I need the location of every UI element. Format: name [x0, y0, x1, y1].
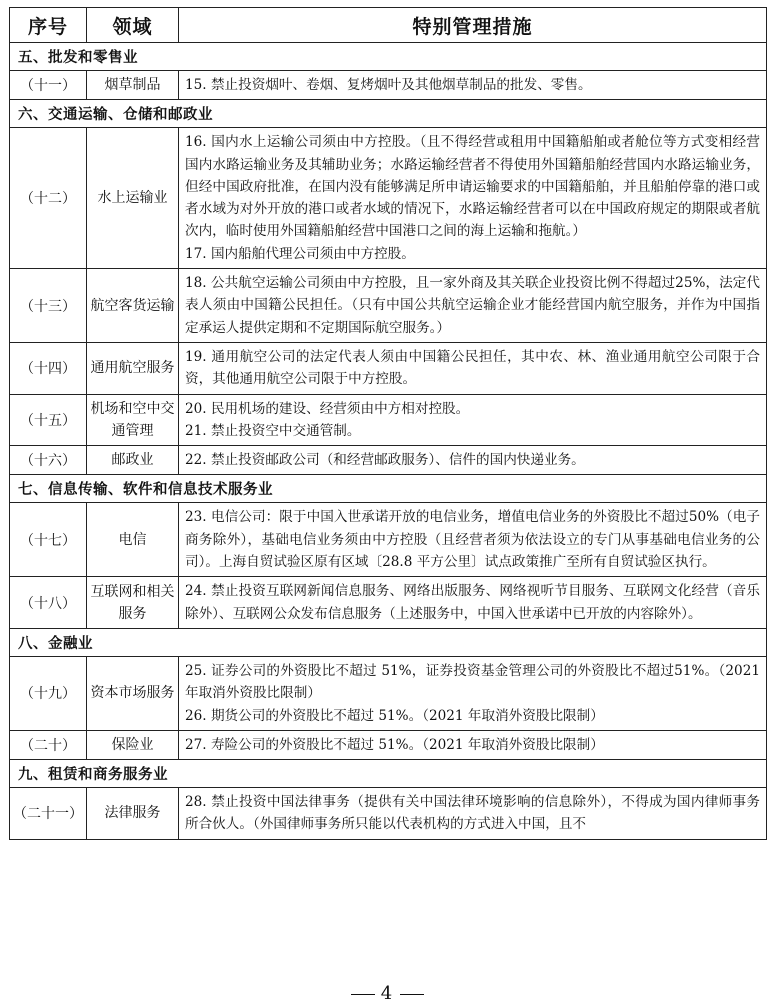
measure-item [185, 449, 760, 471]
section-heading: 五、批发和零售业 [10, 43, 767, 71]
measures-cell [179, 394, 767, 446]
section-heading: 七、信息传输、软件和信息技术服务业 [10, 475, 767, 503]
section-heading: 六、交通运输、仓储和邮政业 [10, 100, 767, 128]
measure-item [185, 791, 760, 836]
serial-number-cell: （十四） [10, 342, 87, 394]
table-row [10, 342, 767, 394]
measures-cell [179, 788, 767, 840]
measure-item [185, 398, 760, 420]
measure-text: 27. 寿险公司的外资股比不超过 51%。（2021 年取消外资股比限制） [185, 736, 604, 753]
domain-cell: 烟草制品 [87, 71, 179, 100]
footer-dash-right [400, 994, 424, 995]
serial-number-cell: （二十一） [10, 788, 87, 840]
section-row [10, 628, 767, 656]
serial-number-cell: （十一） [10, 71, 87, 100]
measure-text: 18. 公共航空运输公司须由中方控股，且一家外商及其关联企业投资比例不得超过25%，法定代表人须由中国籍公民担任。 [185, 275, 760, 314]
measure-item [185, 705, 760, 727]
measure-note: （外国律师事务所只能以代表机构的方式进入中国，且不 [252, 816, 587, 833]
domain-cell: 保险业 [87, 730, 179, 759]
page-number: 4 [380, 983, 395, 1004]
measure-text: 24. 禁止投资互联网新闻信息服务、网络出版服务、网络视听节目服务、互联网文化经营（音乐除外）、互联网公众发布信息服务（上述服务中，中国入世承诺中已开放的内容除外）。 [185, 583, 760, 622]
domain-cell: 机场和空中交通管理 [87, 394, 179, 446]
table-row [10, 577, 767, 629]
measures-cell [179, 577, 767, 629]
table-row [10, 269, 767, 343]
domain-cell: 互联网和相关服务 [87, 577, 179, 629]
page-footer [0, 983, 775, 1004]
domain-cell: 电信 [87, 503, 179, 577]
section-row [10, 475, 767, 503]
domain-cell: 水上运输业 [87, 128, 179, 269]
measures-cell [179, 342, 767, 394]
table-row [10, 503, 767, 577]
measure-text: 19. 通用航空公司的法定代表人须由中国籍公民担任，其中农、林、渔业通用航空公司限于合资，其他通用航空公司限于中方控股。 [185, 348, 760, 388]
measure-item [185, 660, 760, 705]
section-heading: 八、金融业 [10, 628, 767, 656]
table-row [10, 128, 767, 269]
measures-cell [179, 71, 767, 100]
measure-item [185, 506, 760, 573]
measures-cell [179, 128, 767, 269]
measure-item [185, 734, 760, 756]
domain-cell: 法律服务 [87, 788, 179, 840]
measure-text: 26. 期货公司的外资股比不超过 51%。（2021 年取消外资股比限制） [185, 707, 604, 724]
serial-number-cell: （十三） [10, 269, 87, 343]
section-heading: 九、租赁和商务服务业 [10, 760, 767, 788]
measure-text: 28. 禁止投资中国法律事务（提供有关中国法律环境影响的信息除外），不得成为国内律师事务所合伙人。 [185, 794, 760, 833]
measures-cell [179, 730, 767, 759]
measures-cell [179, 503, 767, 577]
table-row [10, 71, 767, 100]
measures-cell [179, 269, 767, 343]
measure-item [185, 420, 760, 442]
table-header-row [10, 8, 767, 43]
section-row [10, 760, 767, 788]
serial-number-cell: （十五） [10, 394, 87, 446]
serial-number-cell: （十九） [10, 656, 87, 730]
measure-text: 23. 电信公司：限于中国入世承诺开放的电信业务，增值电信业务的外资股比不超过50%（电子商务除外），基础电信业务须由中方控股（且经营者须为依法设立的专门从事基础电信业务的公司）。上海自贸试验区原有区域〔28.8 平方公里〕试点政策推广至所有自贸试验区执行。 [185, 509, 760, 571]
header-domain: 领域 [87, 8, 179, 43]
table-row [10, 446, 767, 475]
measure-item [185, 243, 760, 265]
footer-dash-left [351, 994, 375, 995]
document-page [9, 7, 766, 840]
serial-number-cell: （十二） [10, 128, 87, 269]
measure-text: 16. 国内水上运输公司须由中方控股。 [185, 134, 420, 151]
table-row [10, 656, 767, 730]
measure-item [185, 74, 760, 96]
measure-item [185, 131, 760, 242]
measures-cell [179, 446, 767, 475]
measure-item [185, 580, 760, 625]
table-row [10, 394, 767, 446]
measure-text: 21. 禁止投资空中交通管制。 [185, 422, 361, 439]
section-row [10, 100, 767, 128]
measures-table [9, 7, 767, 840]
measure-text: 20. 民用机场的建设、经营须由中方相对控股。 [185, 400, 470, 417]
measures-cell [179, 656, 767, 730]
measure-text: 15. 禁止投资烟叶、卷烟、复烤烟叶及其他烟草制品的批发、零售。 [185, 77, 592, 93]
domain-cell: 资本市场服务 [87, 656, 179, 730]
measure-text: 17. 国内船舶代理公司须由中方控股。 [185, 245, 415, 262]
table-body [10, 43, 767, 840]
serial-number-cell: （十八） [10, 577, 87, 629]
header-special-measures: 特别管理措施 [179, 8, 767, 43]
serial-number-cell: （二十） [10, 730, 87, 759]
domain-cell: 通用航空服务 [87, 342, 179, 394]
measure-note: （且不得经营或租用中国籍船舶或者舱位等方式变相经营国内水路运输业务及其辅助业务；水路运输经营者不得使用外国籍船舶经营国内水路运输业务，但经中国政府批准，在国内没有能够满足所申请运输要求的中国籍船舶，并且船舶停靠的港口或者水域为对外开放的港口或者水域的情况下，水路运输经营者可以在中国政府规定的期限或者航次内，临时使用外国籍船舶经营中国港口之间的海上运输和拖航。） [185, 134, 760, 240]
measure-text: 25. 证券公司的外资股比不超过 51%，证券投资基金管理公司的外资股比不超过51%。（2021 年取消外资股比限制） [185, 662, 760, 702]
header-serial-number: 序号 [10, 8, 87, 43]
serial-number-cell: （十六） [10, 446, 87, 475]
measure-text: 22. 禁止投资邮政公司（和经营邮政服务）、信件的国内快递业务。 [185, 452, 585, 469]
measure-item [185, 272, 760, 339]
domain-cell: 邮政业 [87, 446, 179, 475]
table-row [10, 788, 767, 840]
serial-number-cell: （十七） [10, 503, 87, 577]
domain-cell: 航空客货运输 [87, 269, 179, 343]
section-row [10, 43, 767, 71]
measure-note: （只有中国公共航空运输企业才能经营国内航空服务，并作为中国指定承运人提供定期和不定期国际航空服务。） [185, 297, 761, 336]
measure-item [185, 346, 760, 391]
table-row [10, 730, 767, 759]
